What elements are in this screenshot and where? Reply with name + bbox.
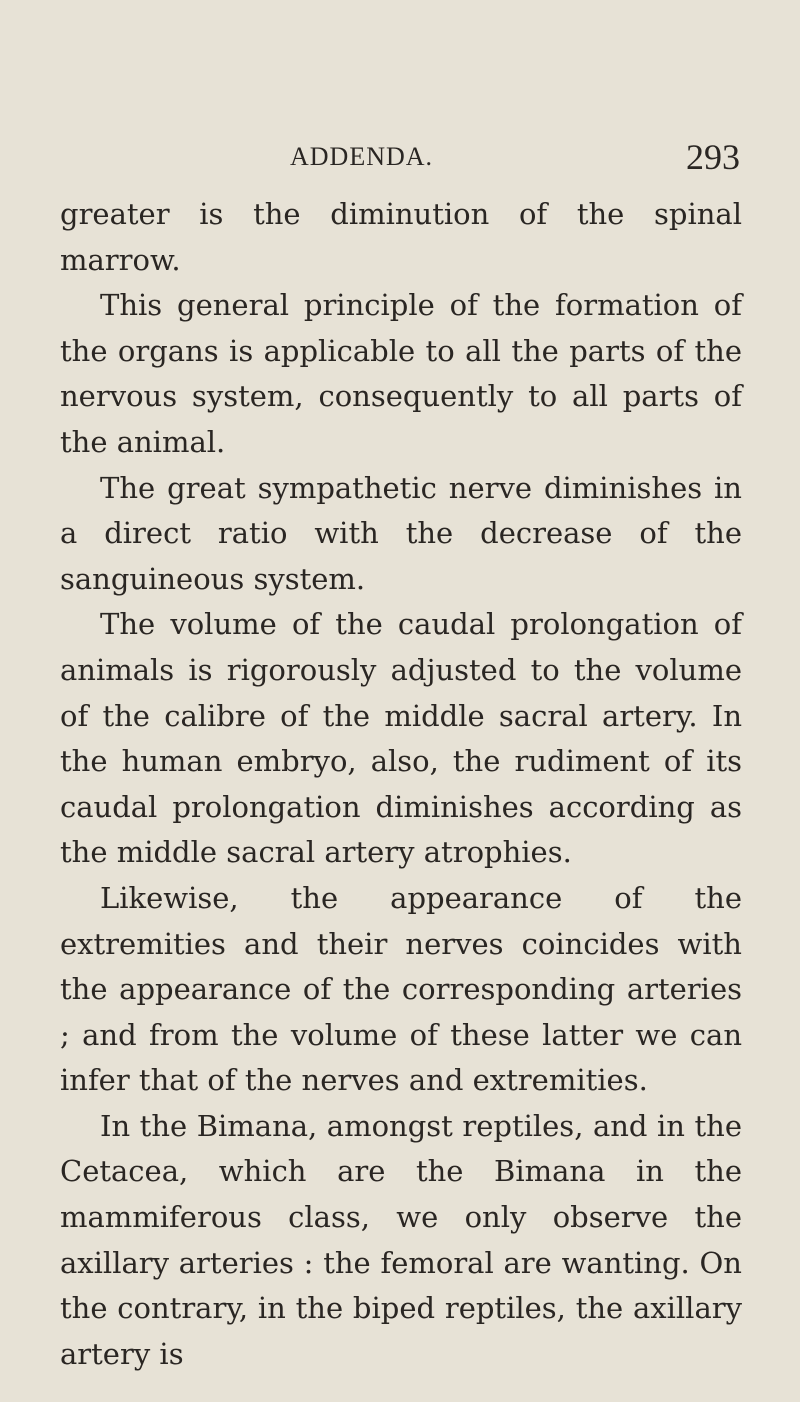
paragraph-sympathetic-nerve: The great sympathetic nerve diminishes in a direct ratio with the decrease of the sanguineous system. [60, 470, 742, 596]
paragraph-general-principle: This general principle of the formation of the organs is applicable to all the parts of the nervous system, consequently to all parts of the animal. [60, 288, 742, 459]
page-number: 293 [686, 137, 740, 177]
running-head [60, 136, 740, 176]
running-title: ADDENDA. [290, 142, 434, 171]
paragraph-bimana: In the Bimana, amongst reptiles, and in the Cetacea, which are the Bimana in the mammiferous class, we only observe the axillary arteries : the femoral are wanting. On the contrary, in the biped reptiles, the axillary artery is [60, 1108, 742, 1371]
paragraph-continuation: greater is the diminution of the spinal marrow. [60, 197, 742, 277]
paragraph-extremities: Likewise, the appearance of the extremities and their nerves coincides with the appearance of the corresponding arteries ; and from the volume of these latter we can infer that of the nerves and extremities. [60, 880, 742, 1098]
body-text [60, 192, 742, 1377]
paragraph-caudal-prolongation: The volume of the caudal prolongation of animals is rigorously adjusted to the volume of the calibre of the middle sacral artery. In the human embryo, also, the rudiment of its caudal prolongation diminishes according as the middle sacral artery atrophies. [60, 607, 742, 870]
